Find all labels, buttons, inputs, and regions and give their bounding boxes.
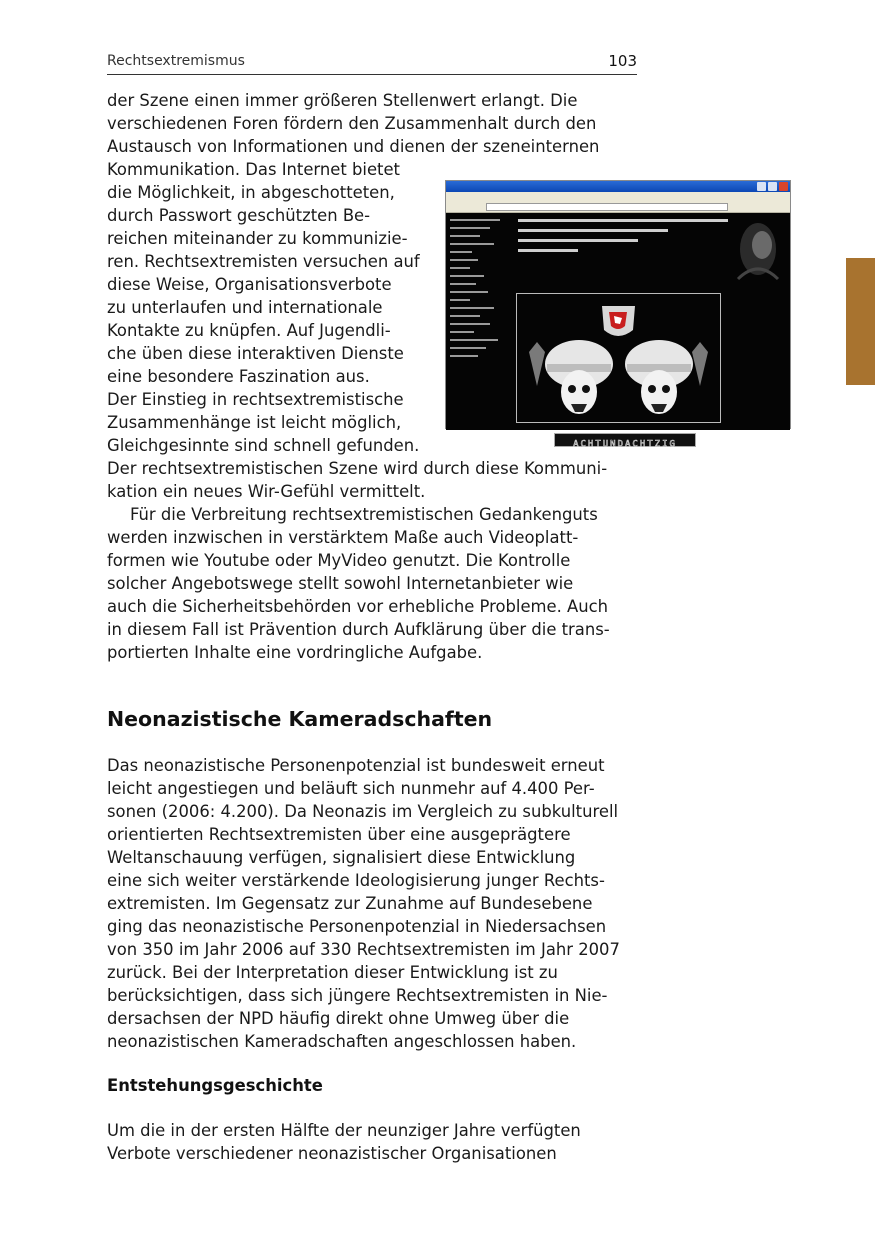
figure-browser-menubar (446, 192, 790, 201)
body-line: Austausch von Informationen und dienen der szeneinternen (107, 137, 600, 156)
figure-website-content (446, 213, 790, 450)
maximize-icon (768, 182, 777, 191)
body-line: auch die Sicherheitsbehörden vor erhebliche Probleme. Auch (107, 597, 609, 616)
figure-face-graphic (728, 219, 788, 289)
body-line: die Möglichkeit, in abgeschotteten, (107, 183, 395, 202)
body-line: diese Weise, Organisationsverbote (107, 275, 392, 294)
body-line: durch Passwort geschützten Be- (107, 206, 371, 225)
figure-browser-toolbar (446, 201, 790, 213)
figure-website-nav (450, 219, 508, 363)
section-line: leicht angestiegen und beläuft sich nunmehr auf 4.400 Per- (107, 779, 595, 798)
running-header (107, 52, 637, 75)
close-icon (779, 182, 788, 191)
figure-address-bar (486, 203, 728, 211)
body-line: der Szene einen immer größeren Stellenwert erlangt. Die (107, 91, 578, 110)
section-line: extremisten. Im Gegensatz zur Zunahme auf Bundesebene (107, 894, 593, 913)
section-line: zurück. Bei der Interpretation dieser Entwicklung ist zu (107, 963, 558, 982)
body-line: ren. Rechtsextremisten versuchen auf (107, 252, 420, 271)
body-line: Der Einstieg in rechtsextremistische (107, 390, 404, 409)
minimize-icon (757, 182, 766, 191)
body-line: in diesem Fall ist Prävention durch Aufklärung über die trans- (107, 620, 610, 639)
page-number: 103 (608, 52, 637, 70)
section-line: von 350 im Jahr 2006 auf 330 Rechtsextremisten im Jahr 2007 (107, 940, 620, 959)
figure-browser-titlebar (446, 181, 790, 192)
body-line: werden inzwischen in verstärktem Maße auch Videoplatt- (107, 528, 579, 547)
section-line: sonen (2006: 4.200). Da Neonazis im Vergleich zu subkulturell (107, 802, 619, 821)
body-line: eine besondere Faszination aus. (107, 367, 370, 386)
body-line: Für die Verbreitung rechtsextremistischen Gedankenguts (130, 505, 598, 524)
figure-website-headline (518, 219, 738, 259)
figure-banner (554, 433, 696, 450)
section-line: dersachsen der NPD häufig direkt ohne Umweg über die (107, 1009, 570, 1028)
body-line: Der rechtsextremistischen Szene wird durch diese Kommuni- (107, 459, 608, 478)
subsection-line: Um die in der ersten Hälfte der neunziger Jahre verfügten (107, 1121, 581, 1140)
chapter-side-tab (846, 258, 875, 385)
figure-banner-text: ACHTUNDACHTZIG (573, 439, 677, 450)
body-line: kation ein neues Wir-Gefühl vermittelt. (107, 482, 426, 501)
website-screenshot-figure (445, 180, 791, 450)
body-line: solcher Angebotswege stellt sowohl Internetanbieter wie (107, 574, 574, 593)
section-line: neonazistischen Kameradschaften angeschlossen haben. (107, 1032, 577, 1051)
subsection-heading: Entstehungsgeschichte (107, 1076, 323, 1095)
subsection-line: Verbote verschiedener neonazistischer Organisationen (107, 1144, 557, 1163)
figure-window-buttons (757, 182, 788, 191)
section-line: Das neonazistische Personenpotenzial ist bundesweit erneut (107, 756, 605, 775)
body-line: verschiedenen Foren fördern den Zusammenhalt durch den (107, 114, 597, 133)
section-line: Weltanschauung verfügen, signalisiert diese Entwicklung (107, 848, 576, 867)
body-line: che üben diese interaktiven Dienste (107, 344, 404, 363)
body-line: reichen miteinander zu kommunizie- (107, 229, 408, 248)
figure-helmet-graphic (517, 294, 720, 422)
body-line: Gleichgesinnte sind schnell gefunden. (107, 436, 420, 455)
section-heading: Neonazistische Kameradschaften (107, 707, 493, 731)
section-line: eine sich weiter verstärkende Ideologisierung junger Rechts- (107, 871, 605, 890)
body-line: Kontakte zu knüpfen. Auf Jugendli- (107, 321, 391, 340)
figure-website-image (516, 293, 721, 423)
section-line: ging das neonazistische Personenpotenzial in Niedersachsen (107, 917, 607, 936)
body-line: zu unterlaufen und internationale (107, 298, 383, 317)
body-line: Kommunikation. Das Internet bietet (107, 160, 400, 179)
section-line: berücksichtigen, dass sich jüngere Rechtsextremisten in Nie- (107, 986, 608, 1005)
body-line: Zusammenhänge ist leicht möglich, (107, 413, 402, 432)
body-line: portierten Inhalte eine vordringliche Aufgabe. (107, 643, 483, 662)
body-line: formen wie Youtube oder MyVideo genutzt. Die Kontrolle (107, 551, 571, 570)
running-header-title: Rechtsextremismus (107, 53, 245, 69)
section-line: orientierten Rechtsextremisten über eine ausgeprägtere (107, 825, 571, 844)
